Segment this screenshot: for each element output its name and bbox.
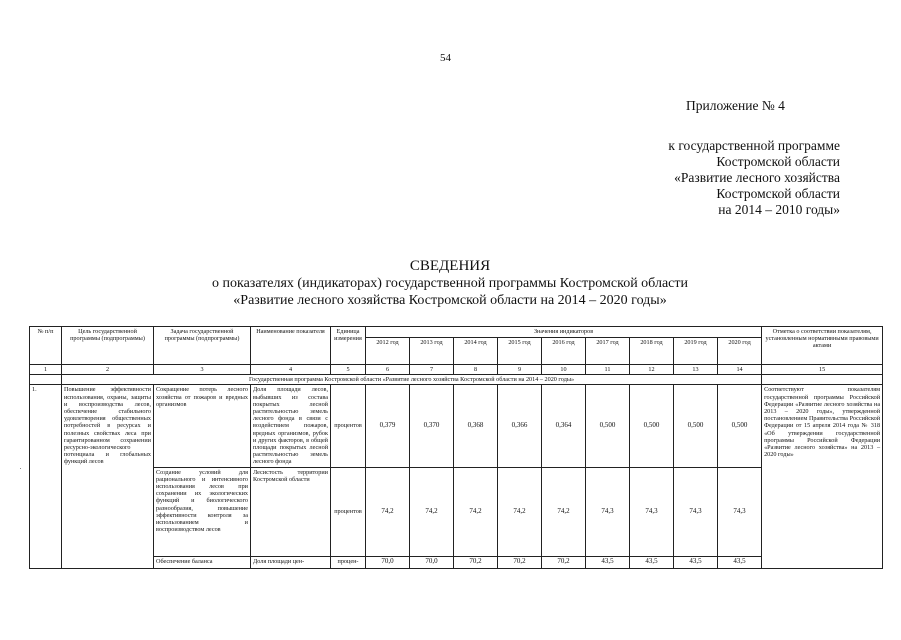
header-year: 2020 год bbox=[718, 338, 762, 365]
column-number: 14 bbox=[718, 365, 762, 375]
note-cell: Соответствуют показателям государственной программы Российской Федерации «Развитие лесного хозяйства на 2013 – 2020 годы», утвержденной постановлением Правительства Российской Федерации от 15 апреля 2014 года № 318 «Об утверждении государственной программы Российской Федерации «Развитие лесного хозяйства» на 2013 – 2020 годы» bbox=[762, 385, 883, 568]
value-cell: 74,2 bbox=[454, 467, 498, 556]
header-year: 2012 год bbox=[366, 338, 410, 365]
value-cell: 0,500 bbox=[586, 385, 630, 467]
value-cell: 70,2 bbox=[542, 556, 586, 568]
indicator-cell: Лесистость территории Костромской области bbox=[251, 467, 331, 556]
goal-cell: Повышение эффективности использования, охраны, защиты и воспроизводства лесов, обеспечение стабильного удовлетворения общественных потребностей в ресурсах и полезных свойствах леса при гарантированном сохранении ресурсно-экологического потенциала и глобальных функций лесов bbox=[62, 385, 154, 568]
column-number: 9 bbox=[498, 365, 542, 375]
appendix-reference bbox=[600, 138, 840, 218]
column-number: 15 bbox=[762, 365, 883, 375]
page-number: 54 bbox=[440, 52, 451, 64]
row-num: 1. bbox=[30, 385, 62, 568]
header-row bbox=[30, 327, 883, 338]
column-number: 7 bbox=[410, 365, 454, 375]
column-number: 3 bbox=[154, 365, 251, 375]
table-row bbox=[30, 556, 883, 568]
column-numbers-row bbox=[30, 365, 883, 375]
value-cell: 74,2 bbox=[410, 467, 454, 556]
value-cell: 74,3 bbox=[630, 467, 674, 556]
value-cell: 74,2 bbox=[366, 467, 410, 556]
indicator-cell: Доля площади лесов, выбывших из состава покрытых лесной растительностью земель лесного фонда в связи с воздействием пожаров, вредных организмов, рубок и других факторов, в общей площади покрытых лесной растительностью земель лесного фонда bbox=[251, 385, 331, 467]
value-cell: 43,5 bbox=[586, 556, 630, 568]
value-cell: 43,5 bbox=[630, 556, 674, 568]
value-cell: 70,2 bbox=[498, 556, 542, 568]
column-number: 13 bbox=[674, 365, 718, 375]
value-cell: 0,500 bbox=[718, 385, 762, 467]
header-num: № п/п bbox=[30, 327, 62, 365]
value-cell: 74,3 bbox=[586, 467, 630, 556]
task-cell: Обеспечение баланса bbox=[154, 556, 251, 568]
column-number: 10 bbox=[542, 365, 586, 375]
header-year: 2014 год bbox=[454, 338, 498, 365]
column-number: 8 bbox=[454, 365, 498, 375]
column-number: 2 bbox=[62, 365, 154, 375]
heading-program-name: «Развитие лесного хозяйства Костромской области на 2014 – 2020 годы» bbox=[233, 293, 667, 308]
column-number: 6 bbox=[366, 365, 410, 375]
column-number: 5 bbox=[331, 365, 366, 375]
appendix-line: Костромской области bbox=[716, 186, 840, 201]
indicators-table bbox=[29, 326, 883, 569]
header-unit: Единица измерения bbox=[331, 327, 366, 365]
header-indicator: Наименование показателя bbox=[251, 327, 331, 365]
value-cell: 74,3 bbox=[674, 467, 718, 556]
unit-cell: процентов bbox=[331, 467, 366, 556]
header-year: 2017 год bbox=[586, 338, 630, 365]
unit-cell: процентов bbox=[331, 385, 366, 467]
task-cell: Создание условий для рационального и интенсивного использования лесов при сохранении их экологических функций и биологического разнообразия, повышение эффективности контроля за использованием и воспроизводством лесов bbox=[154, 467, 251, 556]
value-cell: 0,379 bbox=[366, 385, 410, 467]
header-year: 2015 год bbox=[498, 338, 542, 365]
appendix-line: на 2014 – 2010 годы» bbox=[718, 202, 840, 217]
value-cell: 0,500 bbox=[674, 385, 718, 467]
header-values: Значения индикаторов bbox=[366, 327, 762, 338]
value-cell: 0,368 bbox=[454, 385, 498, 467]
value-cell: 43,5 bbox=[674, 556, 718, 568]
table-row bbox=[30, 385, 883, 467]
task-cell: Сокращение потерь лесного хозяйства от пожаров и вредных организмов bbox=[154, 385, 251, 467]
value-cell: 0,370 bbox=[410, 385, 454, 467]
indicator-cell: Доля площади цен- bbox=[251, 556, 331, 568]
program-title: Государственная программа Костромской области «Развитие лесного хозяйства Костромской области на 2014 – 2020 годы» bbox=[62, 375, 762, 385]
header-year: 2016 год bbox=[542, 338, 586, 365]
table-row bbox=[30, 467, 883, 556]
column-number: 12 bbox=[630, 365, 674, 375]
value-cell: 0,364 bbox=[542, 385, 586, 467]
header-note: Отметка о соответствии показателям, установленным нормативными правовыми актами bbox=[762, 327, 883, 365]
scan-speck bbox=[20, 468, 21, 469]
program-row bbox=[30, 375, 883, 385]
unit-cell: процен- bbox=[331, 556, 366, 568]
heading-title: СВЕДЕНИЯ bbox=[409, 258, 491, 274]
value-cell: 43,5 bbox=[718, 556, 762, 568]
heading-subtitle: о показателях (индикаторах) государственной программы Костромской области bbox=[212, 276, 688, 291]
appendix-line: «Развитие лесного хозяйства bbox=[674, 170, 840, 185]
value-cell: 0,500 bbox=[630, 385, 674, 467]
appendix-line: Костромской области bbox=[716, 154, 840, 169]
column-number: 1 bbox=[30, 365, 62, 375]
value-cell: 70,0 bbox=[366, 556, 410, 568]
appendix-title: Приложение № 4 bbox=[686, 98, 785, 113]
value-cell: 74,2 bbox=[542, 467, 586, 556]
header-year: 2013 год bbox=[410, 338, 454, 365]
value-cell: 70,0 bbox=[410, 556, 454, 568]
column-number: 11 bbox=[586, 365, 630, 375]
header-goal: Цель государственной программы (подпрограммы) bbox=[62, 327, 154, 365]
value-cell: 74,2 bbox=[498, 467, 542, 556]
header-task: Задача государственной программы (подпрограммы) bbox=[154, 327, 251, 365]
appendix-line: к государственной программе bbox=[668, 138, 840, 153]
column-number: 4 bbox=[251, 365, 331, 375]
header-year: 2019 год bbox=[674, 338, 718, 365]
value-cell: 0,366 bbox=[498, 385, 542, 467]
document-heading bbox=[100, 258, 800, 309]
header-year: 2018 год bbox=[630, 338, 674, 365]
value-cell: 70,2 bbox=[454, 556, 498, 568]
value-cell: 74,3 bbox=[718, 467, 762, 556]
